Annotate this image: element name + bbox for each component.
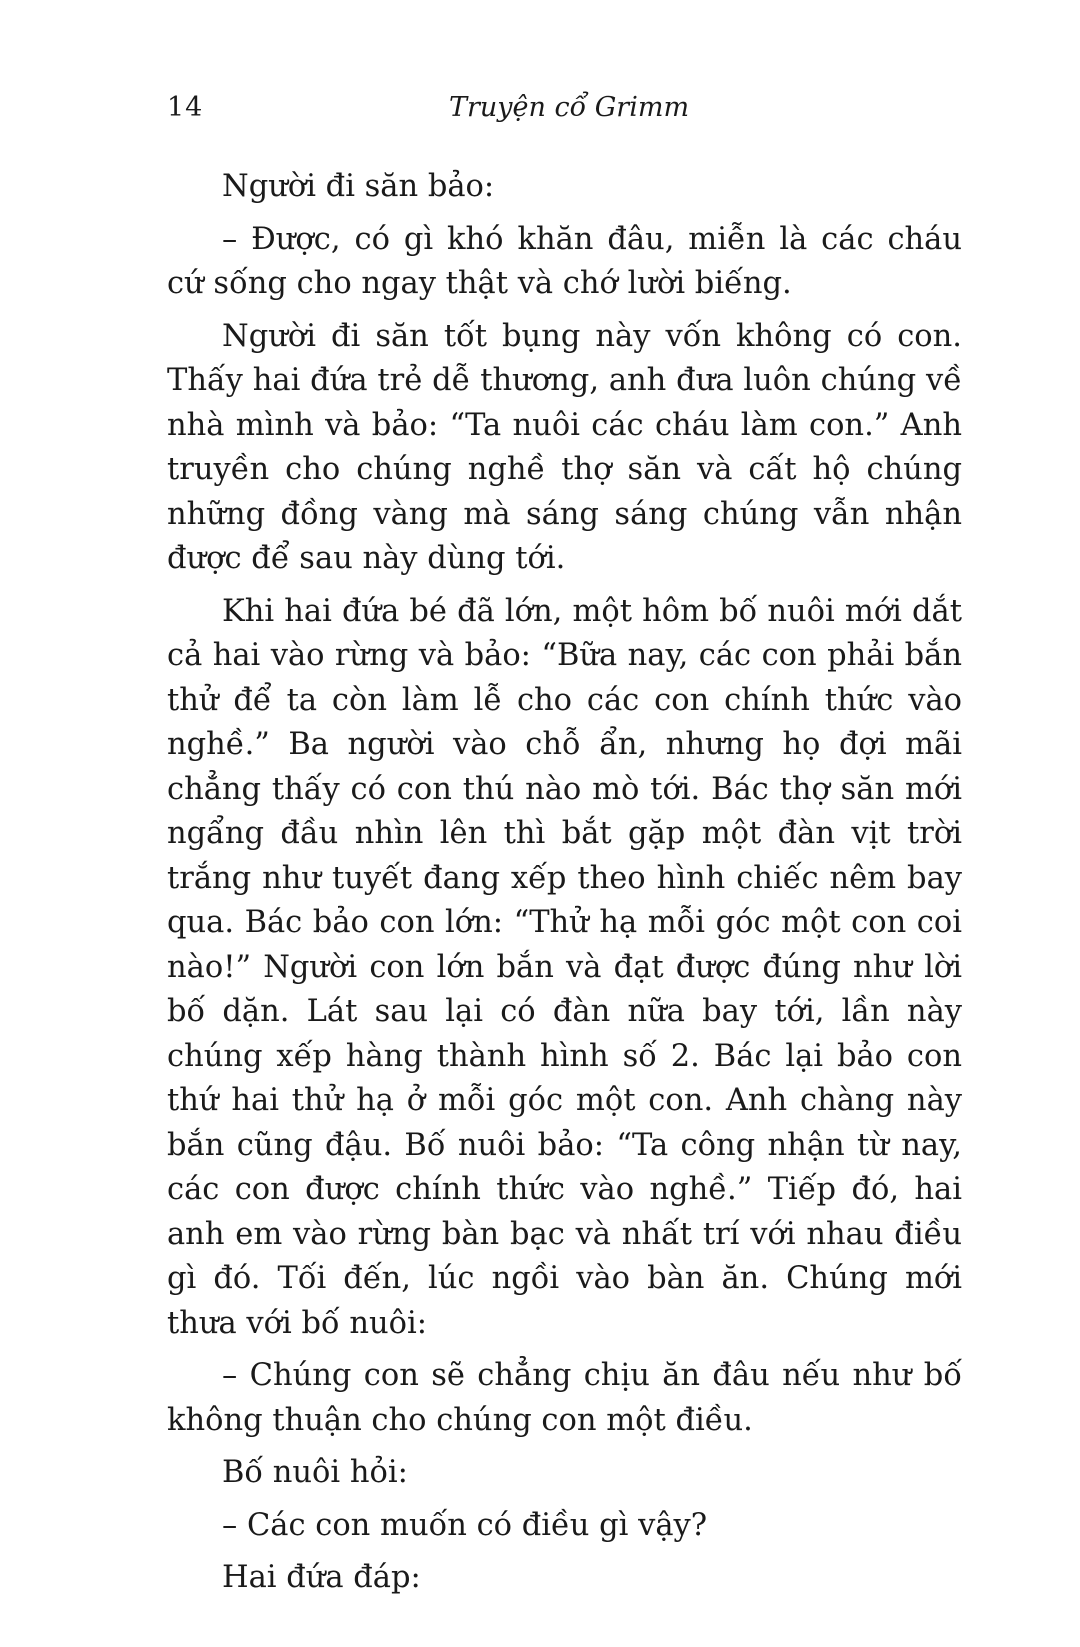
paragraph: – Chúng con sẽ chẳng chịu ăn đâu nếu như bố không thuận cho chúng con một điều. (167, 1358, 962, 1438)
paragraph: Người đi săn bảo: (222, 169, 495, 204)
paragraph: Khi hai đứa bé đã lớn, một hôm bố nuôi mới dắt cả hai vào rừng và bảo: “Bữa nay, các con phải bắn thử để ta còn làm lễ cho các con chính thức vào nghề.” Ba người vào chỗ ẩn, nhưng họ đợi mãi chẳng thấy có con thú nào mò tới. Bác thợ săn mới ngẩng đầu nhìn lên thì bắt gặp một đàn vịt trời trắng như tuyết đang xếp theo hình chiếc nêm bay qua. Bác bảo con lớn: “Thử hạ mỗi góc một con coi nào!” Người con lớn bắn và đạt được đúng như lời bố dặn. Lát sau lại có đàn nữa bay tới, lần này chúng xếp hàng thành hình số 2. Bác lại bảo con thứ hai thử hạ ở mỗi góc một con. Anh chàng này bắn cũng đậu. Bố nuôi bảo: “Ta công nhận từ nay, các con được chính thức vào nghề.” Tiếp đó, hai anh em vào rừng bàn bạc và nhất trí với nhau điều gì đó. Tối đến, lúc ngồi vào bàn ăn. Chúng mới thưa với bố nuôi: (167, 593, 962, 1341)
paragraph: – Các con muốn có điều gì vậy? (222, 1507, 708, 1543)
paragraph: Người đi săn tốt bụng này vốn không có con. Thấy hai đứa trẻ dễ thương, anh đưa luôn chúng về nhà mình và bảo: “Ta nuôi các cháu làm con.” Anh truyền cho chúng nghề thợ săn và cất hộ chúng những đồng vàng mà sáng sáng chúng vẫn nhận được để sau này dùng tới. (167, 318, 962, 576)
running-header (167, 92, 962, 132)
paragraph: – Được, có gì khó khăn đâu, miễn là các cháu cứ sống cho ngay thật và chớ lười biếng. (167, 221, 962, 301)
paragraph: Hai đứa đáp: (222, 1560, 421, 1595)
paragraph: Bố nuôi hỏi: (222, 1455, 408, 1490)
running-title: Truyện cổ Grimm (449, 92, 690, 123)
page-number: 14 (167, 92, 204, 123)
body-text (167, 165, 962, 1609)
